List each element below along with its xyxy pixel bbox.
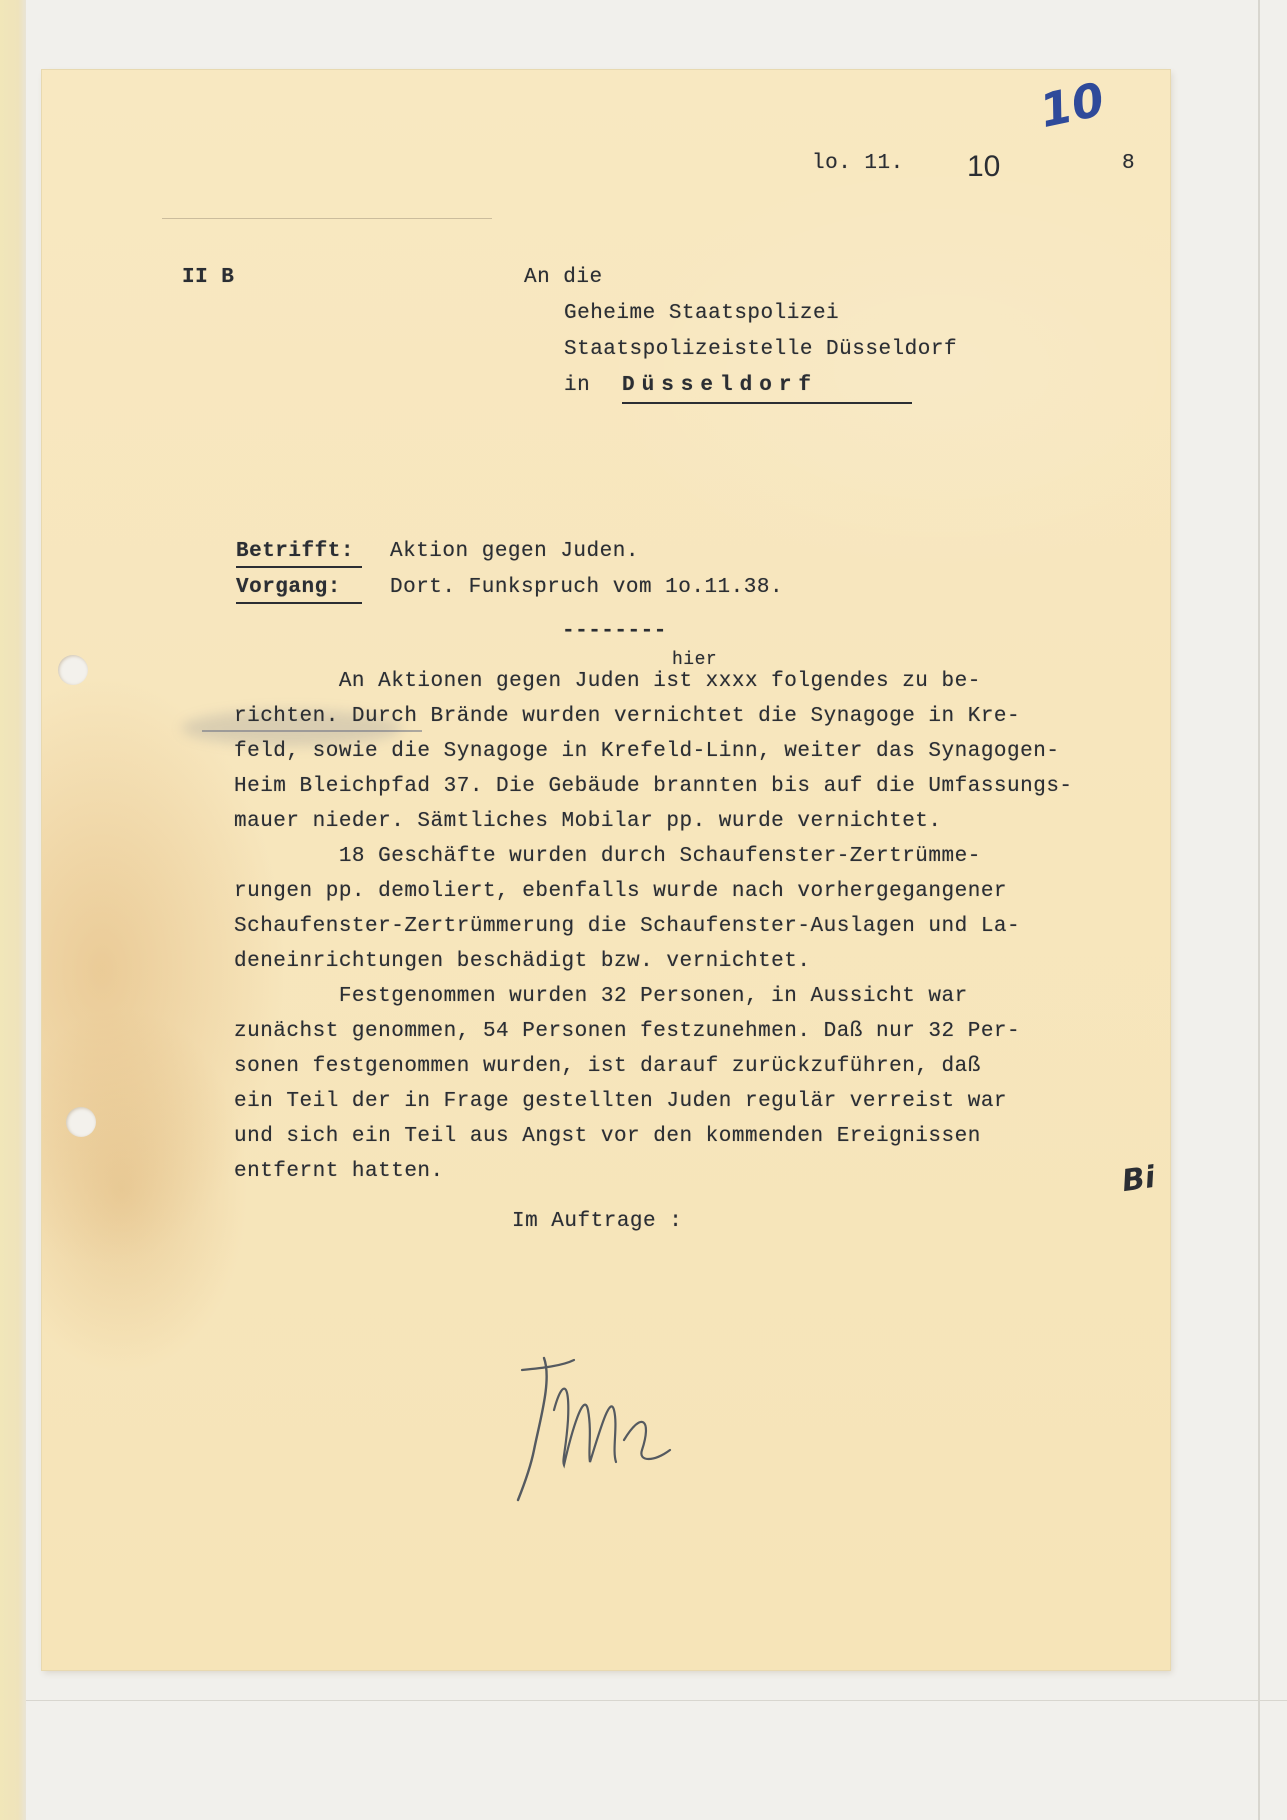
body-line-14: und sich ein Teil aus Angst vor den kommenden Ereignissen xyxy=(234,1125,981,1148)
address-line-2: Geheime Staatspolizei xyxy=(564,302,840,325)
address-line-4-prefix: in xyxy=(564,374,591,397)
body-line-1: An Aktionen gegen Juden ist xxxx folgendes zu be- xyxy=(234,670,981,693)
betrifft-value: Aktion gegen Juden. xyxy=(390,540,639,563)
city-underline xyxy=(622,402,912,404)
closing-im-auftrage: Im Auftrage : xyxy=(512,1210,683,1233)
separator-dashes: -------- xyxy=(562,620,667,643)
faint-ruled-line xyxy=(162,218,492,219)
vorgang-underline xyxy=(236,602,362,604)
punch-hole-bottom xyxy=(66,1107,96,1137)
handwritten-folio-number: 10 xyxy=(1035,71,1109,139)
body-line-7: rungen pp. demoliert, ebenfalls wurde nach vorhergegangener xyxy=(234,880,1008,903)
body-line-12: sonen festgenommen wurden, ist darauf zurückzuführen, daß xyxy=(234,1055,981,1078)
body-line-5: mauer nieder. Sämtliches Mobilar pp. wurde vernichtet. xyxy=(234,810,942,833)
body-line-6: 18 Geschäfte wurden durch Schaufenster-Zertrümme- xyxy=(234,845,981,868)
date-typed: lo. 11. xyxy=(812,152,904,175)
signature-mark xyxy=(492,1340,722,1510)
sleeve-bottom-line xyxy=(26,1700,1287,1701)
address-line-1: An die xyxy=(524,266,603,289)
vorgang-label: Vorgang: xyxy=(236,576,341,599)
sender-reference: II B xyxy=(182,266,235,289)
document-page xyxy=(42,70,1170,1670)
body-line-13: ein Teil der in Frage gestellten Juden regulär verreist war xyxy=(234,1090,1008,1113)
punch-hole-top xyxy=(58,655,88,685)
body-line-10: Festgenommen wurden 32 Personen, in Aussicht war xyxy=(234,985,968,1008)
page-number: 8 xyxy=(1122,152,1136,175)
body-line-15: entfernt hatten. xyxy=(234,1160,444,1183)
body-line-8: Schaufenster-Zertrümmerung die Schaufenster-Auslagen und La- xyxy=(234,915,1021,938)
body-line-4: Heim Bleichpfad 37. Die Gebäude brannten bis auf die Umfassungs- xyxy=(234,775,1073,798)
body-line-3: feld, sowie die Synagoge in Krefeld-Linn, weiter das Synagogen- xyxy=(234,740,1060,763)
vorgang-value: Dort. Funkspruch vom 1o.11.38. xyxy=(390,576,784,599)
left-margin-strip xyxy=(0,0,27,1820)
address-city: Düsseldorf xyxy=(622,374,819,397)
inserted-word-hier: hier xyxy=(672,650,718,670)
betrifft-label: Betrifft: xyxy=(236,540,354,563)
body-line-2: richten. Durch Brände wurden vernichtet die Synagoge in Kre- xyxy=(234,705,1021,728)
stamp-number: 10 xyxy=(967,150,1001,183)
address-line-3: Staatspolizeistelle Düsseldorf xyxy=(564,338,958,361)
margin-initial: Bi xyxy=(1119,1159,1158,1200)
betrifft-underline xyxy=(236,566,362,568)
body-line-11: zunächst genommen, 54 Personen festzunehmen. Daß nur 32 Per- xyxy=(234,1020,1021,1043)
body-line-9: deneinrichtungen beschädigt bzw. vernichtet. xyxy=(234,950,811,973)
sleeve-edge-line xyxy=(1258,0,1260,1820)
